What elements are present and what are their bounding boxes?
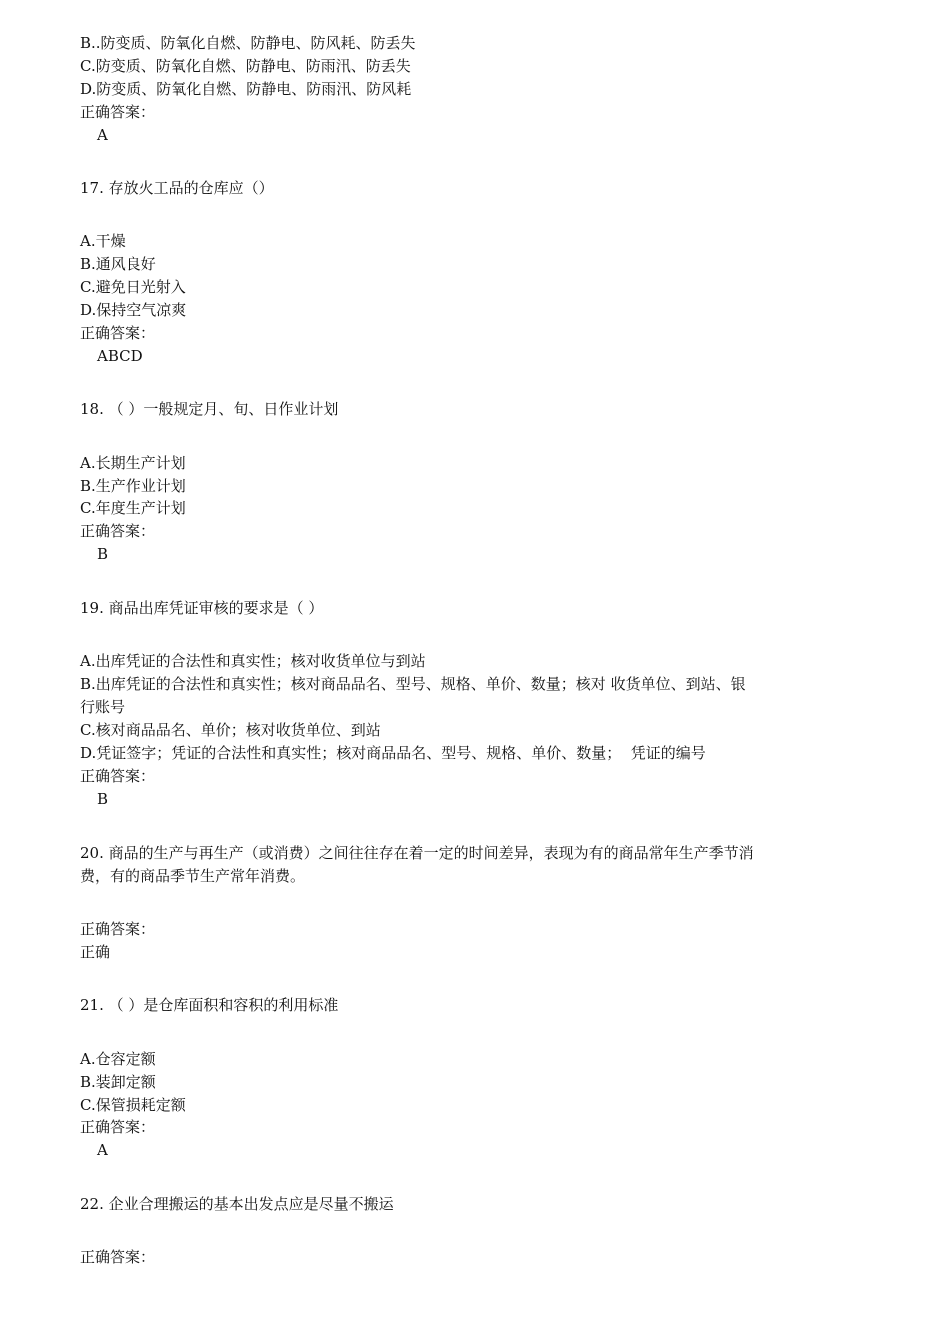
q16-option-b: B..防变质、防氧化自燃、防静电、防风耗、防丢失 bbox=[80, 34, 416, 52]
q17-option-b: B.通风良好 bbox=[80, 255, 156, 273]
q21-answer-label: 正确答案： bbox=[80, 1118, 156, 1136]
q16-option-d: D.防变质、防氧化自燃、防静电、防雨汛、防风耗 bbox=[80, 80, 412, 98]
q19-option-d: D.凭证签字；凭证的合法性和真实性；核对商品品名、型号、规格、单价、数量； 凭证的编号 bbox=[80, 744, 706, 762]
q21-answer: A bbox=[97, 1141, 108, 1159]
q17-answer-label: 正确答案： bbox=[80, 324, 156, 342]
q17-answer: ABCD bbox=[97, 347, 143, 365]
q18-answer-label: 正确答案： bbox=[80, 522, 156, 540]
q21-option-c: C.保管损耗定额 bbox=[80, 1096, 186, 1114]
q20-answer: 正确 bbox=[80, 943, 111, 961]
q19-option-a: A.出库凭证的合法性和真实性；核对收货单位与到站 bbox=[80, 652, 426, 670]
q18-option-c: C.年度生产计划 bbox=[80, 499, 186, 517]
q22-question: 22. 企业合理搬运的基本出发点应是尽量不搬运 bbox=[80, 1195, 394, 1213]
q19-option-b-continued: 行账号 bbox=[80, 698, 126, 716]
q21-option-a: A.仓容定额 bbox=[80, 1050, 156, 1068]
q17-question: 17. 存放火工品的仓库应（） bbox=[80, 179, 274, 197]
q17-option-a: A.干燥 bbox=[80, 232, 126, 250]
q21-question: 21. （ ）是仓库面积和容积的利用标准 bbox=[80, 996, 339, 1014]
q18-question: 18. （ ）一般规定月、旬、日作业计划 bbox=[80, 400, 339, 418]
q19-answer-label: 正确答案： bbox=[80, 767, 156, 785]
q17-option-d: D.保持空气凉爽 bbox=[80, 301, 187, 319]
q22-answer-label: 正确答案： bbox=[80, 1248, 156, 1266]
q18-answer: B bbox=[97, 545, 109, 563]
q17-option-c: C.避免日光射入 bbox=[80, 278, 186, 296]
q16-answer-label: 正确答案： bbox=[80, 103, 156, 121]
q18-option-b: B.生产作业计划 bbox=[80, 477, 186, 495]
q19-answer: B bbox=[97, 790, 109, 808]
q20-answer-label: 正确答案： bbox=[80, 920, 156, 938]
q20-question-line1: 20. 商品的生产与再生产（或消费）之间往往存在着一定的时间差异，表现为有的商品常年生产季节消 bbox=[80, 844, 754, 862]
q19-option-b: B.出库凭证的合法性和真实性；核对商品品名、型号、规格、单价、数量；核对 收货单位、到站、银 bbox=[80, 675, 746, 693]
q16-option-c: C.防变质、防氧化自燃、防静电、防雨汛、防丢失 bbox=[80, 57, 411, 75]
q16-answer: A bbox=[97, 126, 108, 144]
q19-option-c: C.核对商品品名、单价；核对收货单位、到站 bbox=[80, 721, 381, 739]
q20-question-line2: 费，有的商品季节生产常年消费。 bbox=[80, 867, 306, 885]
q19-question: 19. 商品出库凭证审核的要求是（ ） bbox=[80, 599, 324, 617]
q21-option-b: B.装卸定额 bbox=[80, 1073, 156, 1091]
q18-option-a: A.长期生产计划 bbox=[80, 454, 186, 472]
